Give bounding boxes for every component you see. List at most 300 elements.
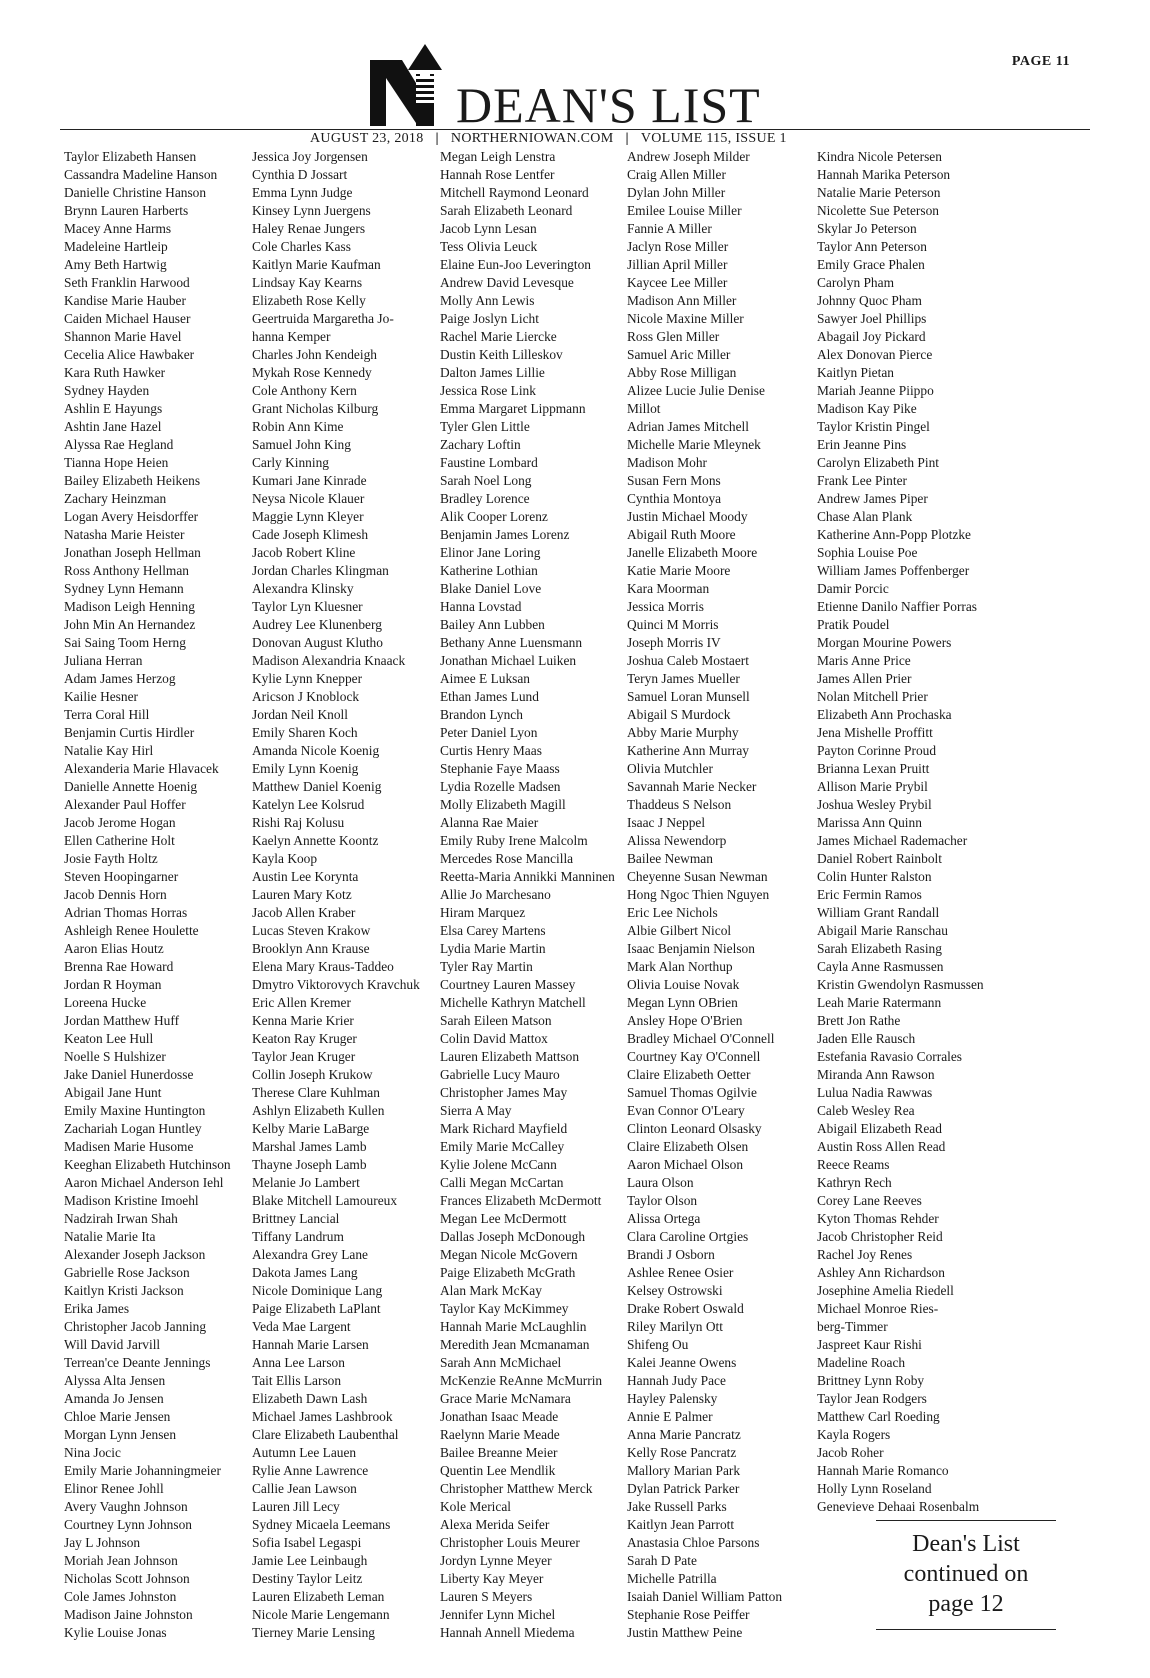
list-item: Amy Beth Hartwig <box>64 257 167 272</box>
list-item: Jake Daniel Hunerdosse <box>64 1067 194 1082</box>
list-item: Payton Corinne Proud <box>817 743 937 758</box>
list-item: Erin Jeanne Pins <box>817 437 907 452</box>
list-item: Joshua Caleb Mostaert <box>627 653 749 668</box>
list-item: Haley Renae Jungers <box>252 221 366 236</box>
list-item: Megan Lynn OBrien <box>627 995 738 1010</box>
list-item: Cecelia Alice Hawbaker <box>64 347 195 362</box>
list-item: Fannie A Miller <box>627 221 712 236</box>
list-item: Justin Michael Moody <box>627 509 748 524</box>
list-item: Lindsay Kay Kearns <box>252 275 363 290</box>
list-item: Ashley Ann Richardson <box>817 1265 945 1280</box>
list-item: Ansley Hope O'Brien <box>627 1013 743 1028</box>
masthead <box>368 44 761 133</box>
list-item: Michelle Kathryn Matchell <box>440 995 586 1010</box>
list-item: Ethan James Lund <box>440 689 539 704</box>
list-item: Taylor Jean Rodgers <box>817 1391 927 1406</box>
list-item: Brandi J Osborn <box>627 1247 715 1262</box>
list-item: Ashleigh Renee Houlette <box>64 923 199 938</box>
list-item: Reetta-Maria Annikki Manninen <box>440 869 615 884</box>
list-item: Taylor Kay McKimmey <box>440 1301 569 1316</box>
list-item: Grant Nicholas Kilburg <box>252 401 379 416</box>
list-item: Jacob Lynn Lesan <box>440 221 537 236</box>
continued-line: continued on <box>903 1561 1029 1587</box>
list-item: Jacob Jerome Hogan <box>64 815 176 830</box>
list-item: Kumari Jane Kinrade <box>252 473 367 488</box>
list-item: Ellen Catherine Holt <box>64 833 175 848</box>
list-item: Madison Jaine Johnston <box>64 1607 193 1622</box>
list-item: Marissa Ann Quinn <box>817 815 922 830</box>
names-column-3 <box>440 148 640 1642</box>
list-item: Elinor Renee Johll <box>64 1481 164 1496</box>
list-item: Zachary Loftin <box>440 437 521 452</box>
list-item: Sophia Louise Poe <box>817 545 918 560</box>
list-item: Allie Jo Marchesano <box>440 887 551 902</box>
list-item: Jessica Joy Jorgensen <box>252 149 368 164</box>
list-item: Alexander Joseph Jackson <box>64 1247 206 1262</box>
list-item: Alan Mark McKay <box>440 1283 542 1298</box>
list-item: Blake Mitchell Lamoureux <box>252 1193 398 1208</box>
list-item: Matthew Carl Roeding <box>817 1409 940 1424</box>
list-item: Frances Elizabeth McDermott <box>440 1193 602 1208</box>
list-item: Mark Richard Mayfield <box>440 1121 568 1136</box>
list-item: Michelle Patrilla <box>627 1571 717 1586</box>
list-item: Abby Marie Murphy <box>627 725 739 740</box>
list-item: Sydney Hayden <box>64 383 150 398</box>
list-item: Alex Donovan Pierce <box>817 347 933 362</box>
list-item: Kaelyn Annette Koontz <box>252 833 379 848</box>
list-item: Adam James Herzog <box>64 671 176 686</box>
list-item: Molly Ann Lewis <box>440 293 535 308</box>
list-item: Christopher Louis Meurer <box>440 1535 580 1550</box>
list-item: Sierra A May <box>440 1103 512 1118</box>
list-item: Alexandra Grey Lane <box>252 1247 368 1262</box>
list-item: Lydia Rozelle Madsen <box>440 779 561 794</box>
list-item: Quentin Lee Mendlik <box>440 1463 556 1478</box>
list-item: Kelby Marie LaBarge <box>252 1121 370 1136</box>
list-item: Natalie Kay Hirl <box>64 743 154 758</box>
list-item: Ross Glen Miller <box>627 329 720 344</box>
list-item: McKenzie ReAnne McMurrin <box>440 1373 603 1388</box>
list-item: Stephanie Faye Maass <box>440 761 560 776</box>
list-item: Taylor Lyn Kluesner <box>252 599 363 614</box>
continued-line: page 12 <box>928 1591 1004 1617</box>
list-item: Madeleine Hartleip <box>64 239 168 254</box>
list-item: Tierney Marie Lensing <box>252 1625 375 1640</box>
list-item: Lauren Elizabeth Leman <box>252 1589 385 1604</box>
list-item: Hannah Marie Larsen <box>252 1337 369 1352</box>
list-item: Drake Robert Oswald <box>627 1301 744 1316</box>
northern-iowan-n-logo-icon <box>368 44 452 126</box>
list-item: Cassandra Madeline Hanson <box>64 167 218 182</box>
list-item: Courtney Lynn Johnson <box>64 1517 192 1532</box>
list-item: Nolan Mitchell Prier <box>817 689 928 704</box>
list-item: Emily Ruby Irene Malcolm <box>440 833 588 848</box>
list-item: Adrian James Mitchell <box>627 419 749 434</box>
list-item: Aimee E Luksan <box>440 671 530 686</box>
list-item: Dustin Keith Lilleskov <box>440 347 563 362</box>
list-item: Chloe Marie Jensen <box>64 1409 171 1424</box>
list-item: Janelle Elizabeth Moore <box>627 545 758 560</box>
list-item: Cheyenne Susan Newman <box>627 869 768 884</box>
list-item: Taylor Olson <box>627 1193 698 1208</box>
list-item: Cole Charles Kass <box>252 239 351 254</box>
list-item: Christopher Matthew Merck <box>440 1481 593 1496</box>
list-item: Alexanderia Marie Hlavacek <box>64 761 219 776</box>
list-item: Carolyn Elizabeth Pint <box>817 455 939 470</box>
list-item: Emily Maxine Huntington <box>64 1103 206 1118</box>
list-item: Cole Anthony Kern <box>252 383 357 398</box>
list-item: Jillian April Miller <box>627 257 728 272</box>
list-item: Alyssa Alta Jensen <box>64 1373 166 1388</box>
list-item: Daniel Robert Rainbolt <box>817 851 942 866</box>
list-item: Laura Olson <box>627 1175 694 1190</box>
list-item: Katherine Ann Murray <box>627 743 749 758</box>
list-item: Aaron Michael Anderson Iehl <box>64 1175 224 1190</box>
list-item: Nicole Marie Lengemann <box>252 1607 390 1622</box>
list-item: Bailey Elizabeth Heikens <box>64 473 201 488</box>
list-item: Chase Alan Plank <box>817 509 913 524</box>
list-item: Sarah Eileen Matson <box>440 1013 552 1028</box>
list-item: Mitchell Raymond Leonard <box>440 185 589 200</box>
list-item: Kylie Lynn Knepper <box>252 671 363 686</box>
list-item: Kyton Thomas Rehder <box>817 1211 939 1226</box>
list-item: James Michael Rademacher <box>817 833 968 848</box>
list-item: Johnny Quoc Pham <box>817 293 922 308</box>
list-item: Jessica Rose Link <box>440 383 536 398</box>
list-item: Steven Hoopingarner <box>64 869 179 884</box>
list-item: Madison Ann Miller <box>627 293 737 308</box>
list-item: Elsa Carey Martens <box>440 923 546 938</box>
list-item: Madison Kristine Imoehl <box>64 1193 199 1208</box>
list-item: Natasha Marie Heister <box>64 527 185 542</box>
volume-issue: VOLUME 115, ISSUE 1 <box>640 131 787 146</box>
list-item: Natalie Marie Peterson <box>817 185 941 200</box>
list-item: Keeghan Elizabeth Hutchinson <box>64 1157 231 1172</box>
list-item: Kindra Nicole Petersen <box>817 149 942 164</box>
list-item: Genevieve Dehaai Rosenbalm <box>817 1499 980 1514</box>
list-item: Carolyn Pham <box>817 275 894 290</box>
list-item: Reece Reams <box>817 1157 890 1172</box>
list-item: Caiden Michael Hauser <box>64 311 191 326</box>
list-item: Lydia Marie Martin <box>440 941 546 956</box>
list-item: Amanda Nicole Koenig <box>252 743 380 758</box>
list-item: Kaycee Lee Miller <box>627 275 728 290</box>
list-item: Aaron Michael Olson <box>627 1157 744 1172</box>
list-item: Clinton Leonard Olsasky <box>627 1121 762 1136</box>
list-item: Paige Joslyn Licht <box>440 311 539 326</box>
list-item: Jacob Dennis Horn <box>64 887 167 902</box>
list-item: Nicholas Scott Johnson <box>64 1571 190 1586</box>
list-item: Josephine Amelia Riedell <box>817 1283 954 1298</box>
list-item: Tyler Ray Martin <box>440 959 533 974</box>
list-item: Kenna Marie Krier <box>252 1013 354 1028</box>
list-item: Quinci M Morris <box>627 617 719 632</box>
list-item: Thayne Joseph Lamb <box>252 1157 367 1172</box>
list-item: Hanna Lovstad <box>440 599 522 614</box>
list-item: Hong Ngoc Thien Nguyen <box>627 887 770 902</box>
list-item: Bailey Ann Lubben <box>440 617 545 632</box>
list-item: Lauren Elizabeth Mattson <box>440 1049 580 1064</box>
names-column-4 <box>627 148 827 1642</box>
list-item: Lauren Jill Lecy <box>252 1499 340 1514</box>
list-item: Bradley Michael O'Connell <box>627 1031 775 1046</box>
list-item: Skylar Jo Peterson <box>817 221 917 236</box>
list-item: Brenna Rae Howard <box>64 959 174 974</box>
list-item: Taylor Kristin Pingel <box>817 419 930 434</box>
list-item: Susan Fern Mons <box>627 473 721 488</box>
list-item: Dalton James Lillie <box>440 365 545 380</box>
list-item: Mariah Jeanne Piippo <box>817 383 934 398</box>
list-item: Hannah Annell Miedema <box>440 1625 575 1640</box>
list-item: Abby Rose Milligan <box>627 365 737 380</box>
list-item: Josie Fayth Holtz <box>64 851 158 866</box>
list-item: Lulua Nadia Rawwas <box>817 1085 933 1100</box>
list-item: Jake Russell Parks <box>627 1499 727 1514</box>
list-item: Kylie Louise Jonas <box>64 1625 167 1640</box>
list-item: Savannah Marie Necker <box>627 779 757 794</box>
list-item: Hayley Palensky <box>627 1391 718 1406</box>
list-item: Abigail Ruth Moore <box>627 527 736 542</box>
list-item: Amanda Jo Jensen <box>64 1391 164 1406</box>
list-item: Olivia Louise Novak <box>627 977 740 992</box>
list-item: Logan Avery Heisdorffer <box>64 509 199 524</box>
list-item: Mercedes Rose Mancilla <box>440 851 574 866</box>
list-item: Keaton Lee Hull <box>64 1031 154 1046</box>
list-item: Grace Marie McNamara <box>440 1391 571 1406</box>
list-item: Dakota James Lang <box>252 1265 358 1280</box>
list-item: Millot <box>627 401 661 416</box>
list-item: Peter Daniel Lyon <box>440 725 538 740</box>
list-item: Danielle Annette Hoenig <box>64 779 198 794</box>
list-item: Avery Vaughn Johnson <box>64 1499 188 1514</box>
continued-line: Dean's List <box>912 1531 1020 1557</box>
list-item: Kaitlyn Pietan <box>817 365 894 380</box>
list-item: James Allen Prier <box>817 671 912 686</box>
list-item: Alizee Lucie Julie Denise <box>627 383 765 398</box>
list-item: Brandon Lynch <box>440 707 523 722</box>
list-item: Jennifer Lynn Michel <box>440 1607 556 1622</box>
list-item: Alanna Rae Maier <box>440 815 539 830</box>
list-item: Jamie Lee Leinbaugh <box>252 1553 368 1568</box>
list-item: Bradley Lorence <box>440 491 530 506</box>
page-number: PAGE 11 <box>1011 54 1070 69</box>
list-item: Abigail Jane Hunt <box>64 1085 162 1100</box>
list-item: Meredith Jean Mcmanaman <box>440 1337 590 1352</box>
list-item: Eric Fermin Ramos <box>817 887 922 902</box>
list-item: Neysa Nicole Klauer <box>252 491 365 506</box>
list-item: Sarah Ann McMichael <box>440 1355 562 1370</box>
list-item: Albie Gilbert Nicol <box>627 923 732 938</box>
list-item: Sarah Elizabeth Rasing <box>817 941 942 956</box>
names-column-5 <box>817 148 1017 1516</box>
list-item: Jordan R Hoyman <box>64 977 162 992</box>
list-item: Madeline Roach <box>817 1355 906 1370</box>
list-item: Tess Olivia Leuck <box>440 239 538 254</box>
list-item: Sydney Lynn Hemann <box>64 581 184 596</box>
list-item: Sarah D Pate <box>627 1553 697 1568</box>
list-item: Andrew David Levesque <box>440 275 574 290</box>
list-item: Faustine Lombard <box>440 455 538 470</box>
list-item: Madisen Marie Husome <box>64 1139 194 1154</box>
list-item: Kayla Rogers <box>817 1427 891 1442</box>
list-item: Elinor Jane Loring <box>440 545 541 560</box>
list-item: Mallory Marian Park <box>627 1463 741 1478</box>
list-item: Kathryn Rech <box>817 1175 892 1190</box>
list-item: Samuel Thomas Ogilvie <box>627 1085 757 1100</box>
list-item: Mark Alan Northup <box>627 959 733 974</box>
list-item: Alissa Newendorp <box>627 833 727 848</box>
list-item: Eric Lee Nichols <box>627 905 718 920</box>
list-item: Michael Monroe Ries- <box>817 1301 939 1316</box>
list-item: Emily Marie McCalley <box>440 1139 565 1154</box>
list-item: Aricson J Knoblock <box>252 689 360 704</box>
list-item: Hannah Judy Pace <box>627 1373 726 1388</box>
list-item: Shannon Marie Havel <box>64 329 182 344</box>
list-item: Jonathan Michael Luiken <box>440 653 577 668</box>
list-item: Terra Coral Hill <box>64 707 150 722</box>
list-item: Kinsey Lynn Juergens <box>252 203 371 218</box>
list-item: Kristin Gwendolyn Rasmussen <box>817 977 984 992</box>
list-item: berg-Timmer <box>817 1319 888 1334</box>
names-column-2 <box>252 148 452 1642</box>
list-item: Jordyn Lynne Meyer <box>440 1553 552 1568</box>
list-item: Tiffany Landrum <box>252 1229 344 1244</box>
list-item: Kandise Marie Hauber <box>64 293 186 308</box>
list-item: Courtney Kay O'Connell <box>627 1049 761 1064</box>
meta-separator: | <box>435 131 439 146</box>
list-item: Ashtin Jane Hazel <box>64 419 162 434</box>
list-item: Gabrielle Lucy Mauro <box>440 1067 560 1082</box>
list-item: Leah Marie Ratermann <box>817 995 942 1010</box>
list-item: Blake Daniel Love <box>440 581 542 596</box>
list-item: Nicole Maxine Miller <box>627 311 744 326</box>
names-column-1 <box>64 148 264 1642</box>
list-item: Lauren Mary Kotz <box>252 887 352 902</box>
list-item: Samuel Aric Miller <box>627 347 731 362</box>
list-item: Audrey Lee Klunenberg <box>252 617 382 632</box>
list-item: Kaitlyn Marie Kaufman <box>252 257 381 272</box>
list-item: Paige Elizabeth LaPlant <box>252 1301 381 1316</box>
list-item: Michelle Marie Mleynek <box>627 437 761 452</box>
list-item: Ross Anthony Hellman <box>64 563 189 578</box>
list-item: Therese Clare Kuhlman <box>252 1085 380 1100</box>
list-item: Maggie Lynn Kleyer <box>252 509 364 524</box>
list-item: Abigail Elizabeth Read <box>817 1121 942 1136</box>
list-item: John Min An Hernandez <box>64 617 196 632</box>
list-item: Autumn Lee Lauen <box>252 1445 357 1460</box>
list-item: Claire Elizabeth Olsen <box>627 1139 749 1154</box>
list-item: Morgan Mourine Powers <box>817 635 952 650</box>
list-item: Moriah Jean Johnson <box>64 1553 178 1568</box>
list-item: Charles John Kendeigh <box>252 347 377 362</box>
list-item: Kaitlyn Kristi Jackson <box>64 1283 184 1298</box>
list-item: Adrian Thomas Horras <box>64 905 188 920</box>
list-item: Sarah Noel Long <box>440 473 532 488</box>
list-item: Isaac J Neppel <box>627 815 706 830</box>
header-rule <box>60 129 1090 130</box>
list-item: Kayla Koop <box>252 851 318 866</box>
list-item: Cole James Johnston <box>64 1589 177 1604</box>
list-item: Craig Allen Miller <box>627 167 726 182</box>
list-item: Benjamin James Lorenz <box>440 527 570 542</box>
list-item: Terrean'ce Deante Jennings <box>64 1355 211 1370</box>
list-item: Emma Margaret Lippmann <box>440 401 586 416</box>
list-item: Jay L Johnson <box>64 1535 141 1550</box>
list-item: Cynthia Montoya <box>627 491 722 506</box>
list-item: Sydney Micaela Leemans <box>252 1517 391 1532</box>
issue-meta <box>310 131 787 147</box>
list-item: Danielle Christine Hanson <box>64 185 207 200</box>
list-item: William Grant Randall <box>817 905 940 920</box>
list-item: Madison Kay Pike <box>817 401 917 416</box>
list-item: Callie Jean Lawson <box>252 1481 357 1496</box>
list-item: Noelle S Hulshizer <box>64 1049 166 1064</box>
list-item: Molly Elizabeth Magill <box>440 797 566 812</box>
list-item: Tianna Hope Heien <box>64 455 169 470</box>
list-item: Emily Lynn Koenig <box>252 761 359 776</box>
list-item: Alexandra Klinsky <box>252 581 354 596</box>
list-item: Katie Marie Moore <box>627 563 731 578</box>
list-item: Jacob Robert Kline <box>252 545 356 560</box>
list-item: Elizabeth Ann Prochaska <box>817 707 952 722</box>
list-item: Rachel Marie Liercke <box>440 329 557 344</box>
list-item: Melanie Jo Lambert <box>252 1175 360 1190</box>
list-item: Liberty Kay Meyer <box>440 1571 544 1586</box>
list-item: Anna Lee Larson <box>252 1355 345 1370</box>
list-item: Elizabeth Dawn Lash <box>252 1391 368 1406</box>
list-item: Isaiah Daniel William Patton <box>627 1589 783 1604</box>
list-item: Hannah Marie McLaughlin <box>440 1319 587 1334</box>
list-item: Jacob Roher <box>817 1445 884 1460</box>
list-item: Jaclyn Rose Miller <box>627 239 729 254</box>
list-item: Jordan Neil Knoll <box>252 707 348 722</box>
list-item: Jessica Morris <box>627 599 704 614</box>
list-item: Madison Leigh Henning <box>64 599 195 614</box>
list-item: Jena Mishelle Proffitt <box>817 725 933 740</box>
list-item: Jonathan Isaac Meade <box>440 1409 559 1424</box>
list-item: Shifeng Ou <box>627 1337 689 1352</box>
list-item: Madison Mohr <box>627 455 707 470</box>
list-item: Geertruida Margaretha Jo- <box>252 311 394 326</box>
list-item: Katherine Lothian <box>440 563 538 578</box>
list-item: Brianna Lexan Pruitt <box>817 761 930 776</box>
list-item: Stephanie Rose Peiffer <box>627 1607 750 1622</box>
list-item: Jordan Charles Klingman <box>252 563 389 578</box>
list-item: Matthew Daniel Koenig <box>252 779 382 794</box>
list-item: Alissa Ortega <box>627 1211 701 1226</box>
list-item: Rachel Joy Renes <box>817 1247 913 1262</box>
list-item: Sawyer Joel Phillips <box>817 311 927 326</box>
list-item: Collin Joseph Krukow <box>252 1067 373 1082</box>
list-item: Austin Lee Korynta <box>252 869 359 884</box>
list-item: Seth Franklin Harwood <box>64 275 190 290</box>
list-item: Katherine Ann-Popp Plotzke <box>817 527 971 542</box>
list-item: Sofia Isabel Legaspi <box>252 1535 362 1550</box>
list-item: Joseph Morris IV <box>627 635 721 650</box>
list-item: Kalei Jeanne Owens <box>627 1355 737 1370</box>
list-item: Christopher Jacob Janning <box>64 1319 207 1334</box>
list-item: Kara Ruth Hawker <box>64 365 166 380</box>
list-item: Brooklyn Ann Krause <box>252 941 370 956</box>
list-item: Hannah Marika Peterson <box>817 167 951 182</box>
list-item: Kylie Jolene McCann <box>440 1157 557 1172</box>
list-item: Thaddeus S Nelson <box>627 797 732 812</box>
list-item: Paige Elizabeth McGrath <box>440 1265 576 1280</box>
list-item: Olivia Mutchler <box>627 761 713 776</box>
list-item: Justin Matthew Peine <box>627 1625 743 1640</box>
list-item: Samuel John King <box>252 437 351 452</box>
list-item: Corey Lane Reeves <box>817 1193 922 1208</box>
